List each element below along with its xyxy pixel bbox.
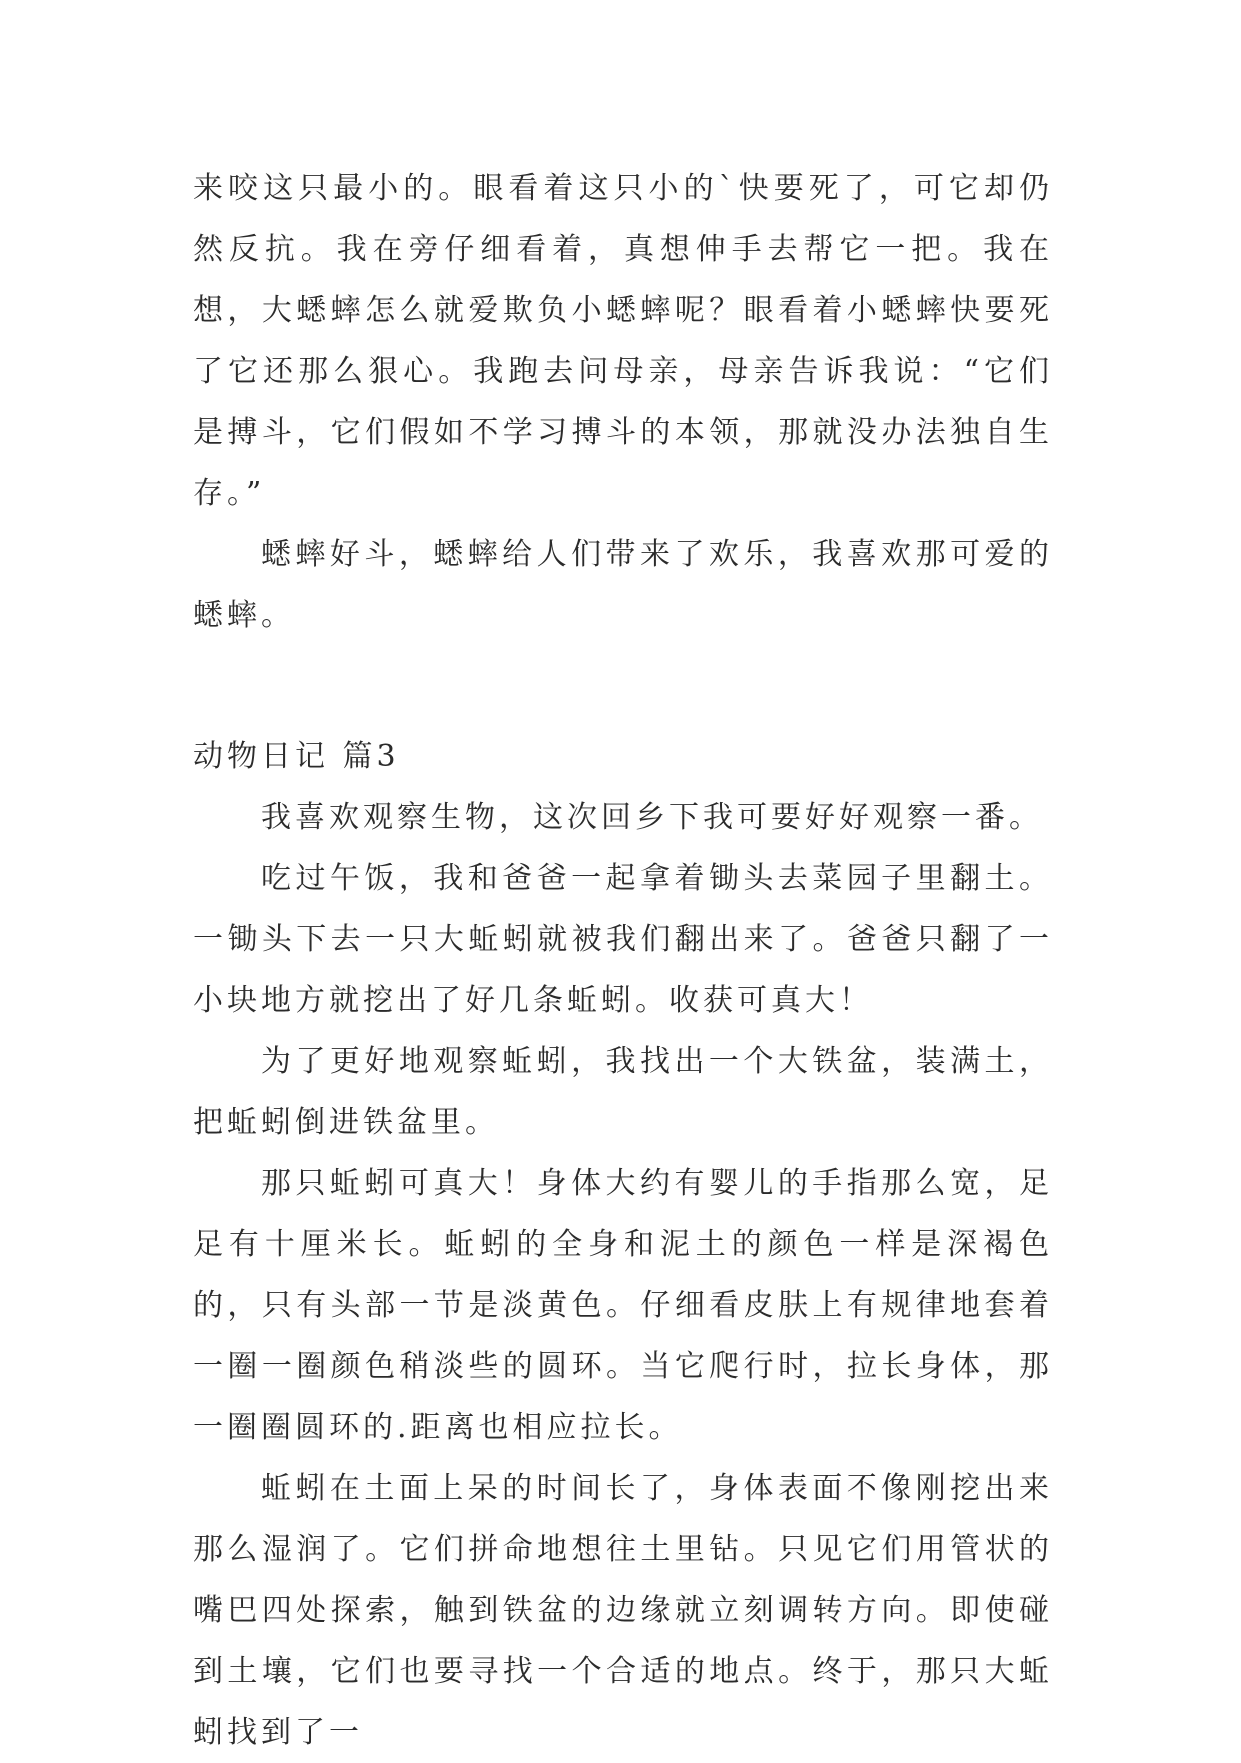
document-body (193, 158, 1053, 1763)
paragraph-earthworm-behavior: 蚯蚓在土面上呆的时间长了，身体表面不像刚挖出来那么湿润了。它们拼命地想往土里钻。只见它们用管状的嘴巴四处探索，触到铁盆的边缘就立刻调转方向。即使碰到土壤，它们也要寻找一个合适的地点。终于，那只大蚯蚓找到了一 (193, 1471, 1053, 1750)
paragraph-earthworm-description: 那只蚯蚓可真大！身体大约有婴儿的手指那么宽，足足有十厘米长。蚯蚓的全身和泥土的颜色一样是深褐色的，只有头部一节是淡黄色。仔细看皮肤上有规律地套着一圈一圈颜色稍淡些的圆环。当它爬行时，拉长身体，那一圈圈圆环的.距离也相应拉长。 (193, 1166, 1053, 1445)
paragraph-cricket-fight: 来咬这只最小的。眼看着这只小的`快要死了，可它却仍然反抗。我在旁仔细看着，真想伸手去帮它一把。我在想，大蟋蟀怎么就爱欺负小蟋蟀呢？眼看着小蟋蟀快要死了它还那么狠心。我跑去问母亲，母亲告诉我说：“它们是搏斗，它们假如不学习搏斗的本领，那就没办法独自生存。” (193, 171, 1053, 511)
section-title: 动物日记 篇3 (193, 739, 400, 774)
paragraph-intro: 我喜欢观察生物，这次回乡下我可要好好观察一番。 (261, 800, 1043, 835)
paragraph-basin: 为了更好地观察蚯蚓，我找出一个大铁盆，装满土，把蚯蚓倒进铁盆里。 (193, 1044, 1053, 1140)
paragraph-digging: 吃过午饭，我和爸爸一起拿着锄头去菜园子里翻土。一锄头下去一只大蚯蚓就被我们翻出来了。爸爸只翻了一小块地方就挖出了好几条蚯蚓。收获可真大！ (193, 861, 1053, 1018)
paragraph-cricket-conclusion: 蟋蟀好斗，蟋蟀给人们带来了欢乐，我喜欢那可爱的蟋蟀。 (193, 537, 1053, 633)
